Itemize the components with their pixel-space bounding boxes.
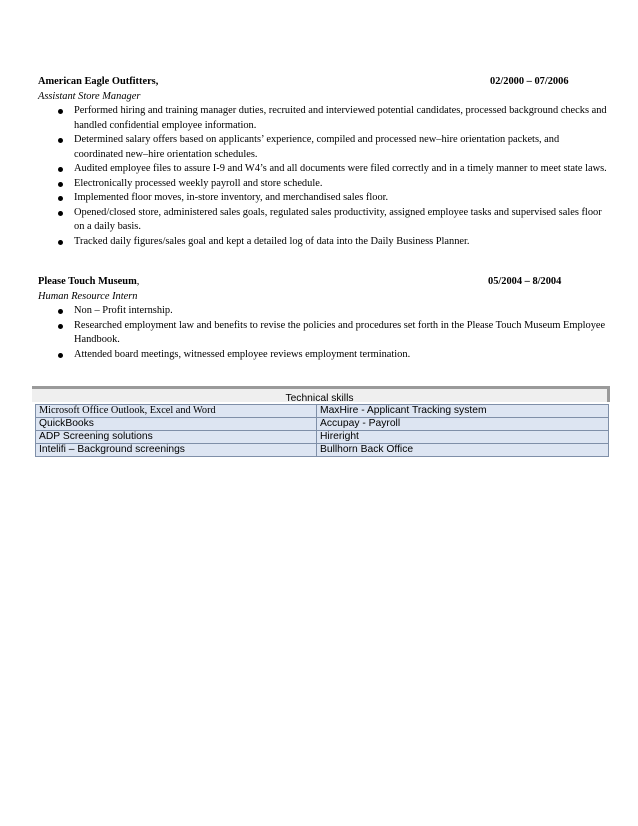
bullet-icon (58, 211, 63, 216)
list-item (38, 133, 610, 162)
job-duties-list (38, 304, 610, 362)
list-item (38, 206, 610, 235)
duty-text: Non – Profit internship. (74, 305, 173, 316)
table-cell: ADP Screening solutions (36, 431, 317, 444)
table-cell: Hireright (317, 431, 609, 444)
list-item (38, 104, 610, 133)
job-title: Human Resource Intern (38, 290, 138, 302)
table-row (36, 444, 609, 457)
bullet-icon (58, 182, 63, 187)
table-cell: Microsoft Office Outlook, Excel and Word (36, 405, 317, 418)
job-header (38, 275, 610, 290)
duty-text: Performed hiring and training manager duties, recruited and interviewed potential candidates, processed background checks and handled confidential employee information. (74, 105, 607, 131)
technical-skills-section (32, 386, 610, 457)
bullet-icon (58, 324, 63, 329)
duty-text: Implemented floor moves, in-store inventory, and merchandised sales floor. (74, 192, 389, 203)
duty-text: Opened/closed store, administered sales goals, regulated sales productivity, assigned employee tasks and supervised sales floor on a daily basis. (74, 206, 602, 232)
job-dates: 02/2000 – 07/2006 (490, 76, 569, 87)
table-row (36, 431, 609, 444)
table-row (36, 418, 609, 431)
company-suffix: , (136, 276, 140, 287)
table-cell: QuickBooks (36, 418, 317, 431)
skills-heading: Technical skills (32, 386, 610, 402)
table-cell: Intelifi – Background screenings (36, 444, 317, 457)
list-item (38, 304, 610, 319)
job-header (38, 75, 610, 90)
duty-text: Attended board meetings, witnessed employee reviews employment termination. (74, 348, 411, 360)
duty-text: Audited employee files to assure I-9 and W4’s and all documents were filed correctly and in a timely manner to meet state laws. (74, 163, 607, 174)
list-item (38, 162, 610, 177)
list-item (38, 319, 610, 348)
skills-table (35, 404, 609, 457)
bullet-icon (58, 196, 63, 201)
duty-text: Tracked daily figures/sales goal and kept a detailed log of data into the Daily Business Planner. (74, 235, 470, 247)
job-title: Assistant Store Manager (38, 90, 141, 102)
duty-text: Determined salary offers based on applicants’ experience, compiled and processed new–hire orientation packets, and coordinated new–hire orientation schedules. (74, 134, 560, 160)
job-american-eagle (38, 75, 610, 249)
duty-text: Researched employment law and benefits to revise the policies and procedures set forth in the Please Touch Museum Employee Handbook. (74, 319, 606, 345)
company-name: Please Touch Museum (38, 276, 137, 287)
bullet-icon (58, 240, 63, 245)
job-duties-list (38, 104, 610, 249)
duty-text: Electronically processed weekly payroll and store schedule. (74, 177, 323, 189)
table-row (36, 405, 609, 418)
bullet-icon (58, 138, 63, 143)
table-cell: MaxHire - Applicant Tracking system (317, 405, 609, 418)
table-cell: Accupay - Payroll (317, 418, 609, 431)
list-item (38, 191, 610, 206)
list-item (38, 177, 610, 192)
job-dates: 05/2004 – 8/2004 (488, 276, 562, 287)
list-item (38, 348, 610, 363)
list-item (38, 235, 610, 250)
bullet-icon (58, 309, 63, 314)
bullet-icon (58, 353, 63, 358)
table-cell: Bullhorn Back Office (317, 444, 609, 457)
job-please-touch-museum (38, 275, 610, 362)
company-name: American Eagle Outfitters, (38, 76, 159, 87)
bullet-icon (58, 167, 63, 172)
bullet-icon (58, 109, 63, 114)
